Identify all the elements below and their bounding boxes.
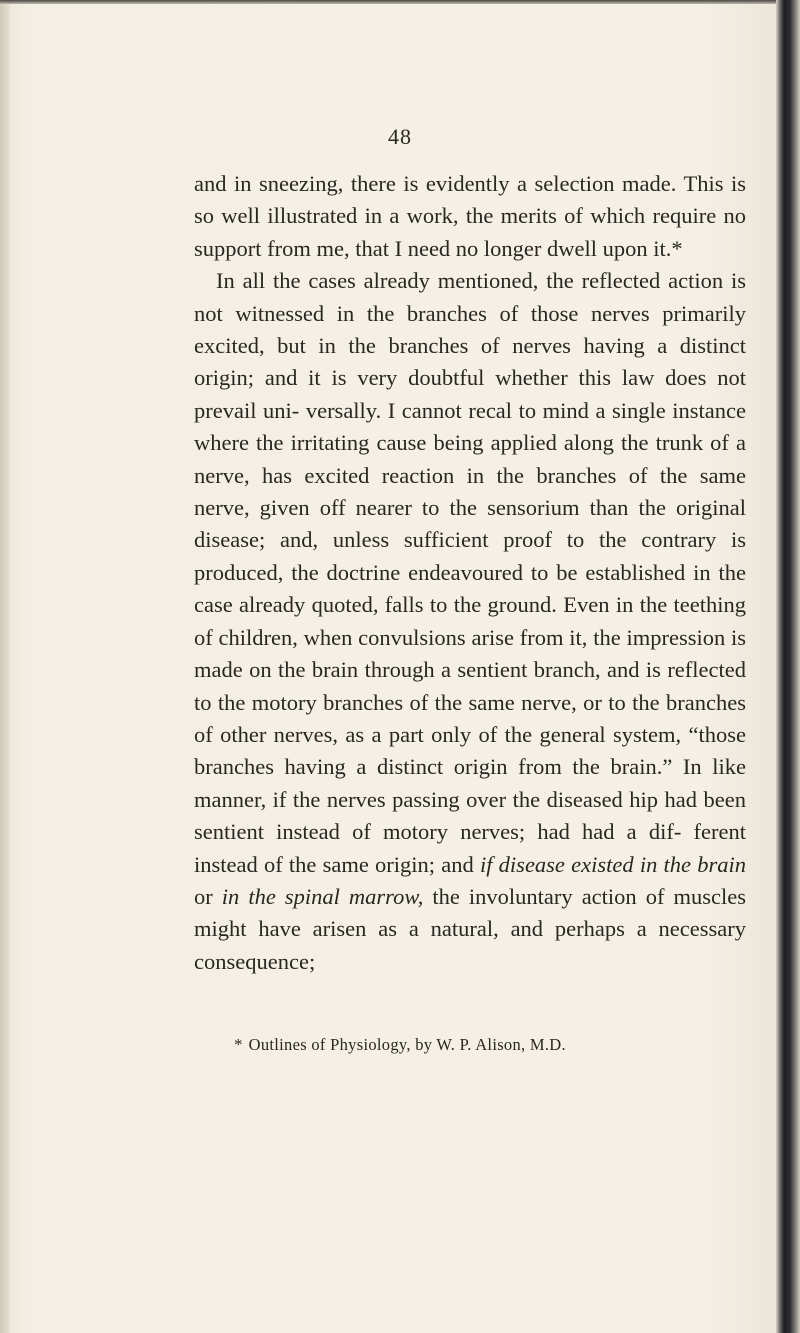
- text-line: I need no longer dwell upon it.*: [394, 235, 683, 261]
- text-line: from it, the impression is made on the brain: [194, 624, 747, 683]
- paragraph-1: [194, 168, 746, 265]
- text-fragment: or: [194, 883, 222, 909]
- page-number: 48: [388, 124, 412, 149]
- text-line: nerves passing over the diseased hip had been: [326, 786, 747, 812]
- text-line: motory branches of the same nerve, or to the: [251, 689, 660, 715]
- text-line: branches of the same nerve, given off nearer: [194, 462, 747, 521]
- text-line: sentient instead of motory nerves; had had a dif-: [194, 819, 682, 845]
- text-line: case already quoted, falls to the ground. Even in: [194, 592, 634, 618]
- text-line: where the irritating cause being applied along the: [194, 430, 649, 456]
- text-line: unless sufficient proof to the contrary is produced,: [194, 527, 746, 585]
- body-text: [194, 168, 746, 978]
- text-fragment: the: [423, 883, 460, 909]
- text-line: versally. I cannot recal to mind a single instance: [305, 397, 747, 423]
- text-line: nerves primarily excited, but in the branches of: [194, 300, 746, 359]
- text-line: ferent instead of the same origin; and: [194, 819, 747, 877]
- text-line: the doctrine endeavoured to be established in the: [291, 559, 746, 585]
- text-line: branches of other nerves, as a part only of the: [194, 689, 746, 747]
- italic-phrase: existed in the brain: [571, 851, 746, 877]
- text-line: origin from the brain.” In like manner, if the: [194, 754, 746, 812]
- text-line: a natural, and perhaps a necessary consequence;: [194, 916, 746, 974]
- footnote-mark: *: [234, 1035, 243, 1054]
- text-line: doubtful whether this law does not prevail uni-: [194, 365, 746, 423]
- page-top-edge: [0, 0, 780, 4]
- text-line: and in sneezing, there is evidently a selection: [194, 171, 615, 196]
- text-line: involuntary action of muscles might have arisen as: [194, 883, 746, 942]
- text-line: made. This is so well illustrated in a work, the: [194, 171, 747, 229]
- italic-phrase: in the spinal marrow,: [221, 883, 424, 909]
- footnote: [0, 1035, 800, 1055]
- paragraph-2: [194, 265, 746, 978]
- footnote-text: Outlines of Physiology, by W. P. Alison, M.D.: [248, 1035, 566, 1054]
- text-line: through a sentient branch, and is reflected to the: [194, 657, 746, 715]
- text-line: the teething of children, when convulsions arise: [194, 592, 747, 650]
- italic-phrase: if disease: [479, 851, 565, 877]
- text-line: trunk of a nerve, has excited reaction in the: [194, 430, 746, 488]
- text-line: general system, “those branches having a distinct: [194, 721, 747, 780]
- text-line: merits of which require no support from me, that: [194, 203, 746, 261]
- page-left-edge: [0, 0, 10, 1333]
- text-line: In all the cases already mentioned, the reflected: [216, 268, 661, 294]
- text-line: to the sensorium than the original disease; and,: [194, 495, 746, 553]
- book-spine-edge: [776, 0, 800, 1333]
- text-line: nerves having a distinct origin; and it is very: [194, 333, 747, 391]
- text-line: action is not witnessed in the branches of those: [194, 268, 747, 326]
